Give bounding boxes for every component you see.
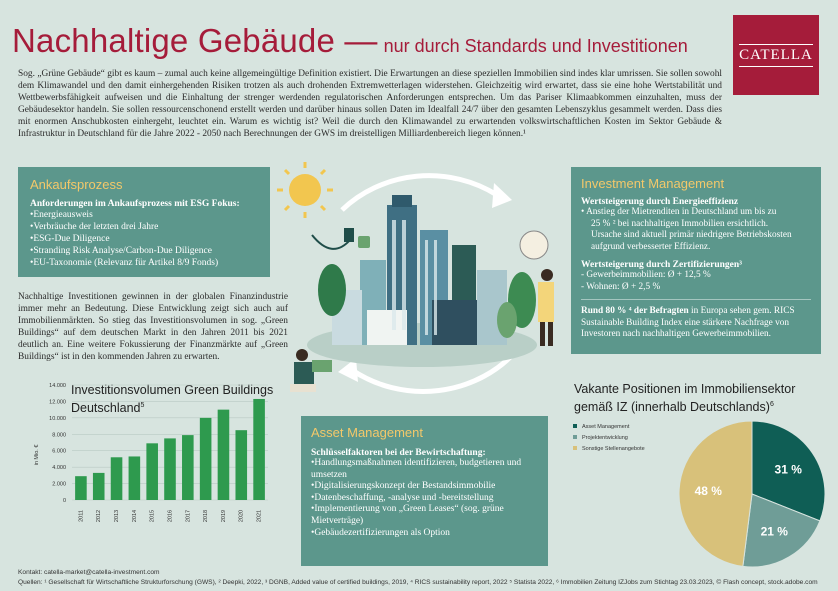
bar (218, 410, 230, 500)
x-tick-label: 2018 (203, 509, 210, 523)
x-tick-label: 2013 (113, 509, 120, 523)
list-item: • Datenbeschaffung, -analyse und -bereitstellung (311, 493, 538, 505)
city-illustration (272, 150, 572, 412)
invest-lead-1: Wertsteigerung durch Energieeffizienz (581, 197, 739, 207)
bar-title-line1: Investitionsvolumen Green Buildings (71, 383, 274, 397)
pie-data-label: 48 % (694, 484, 722, 499)
legend-swatch (573, 424, 577, 428)
invest-text-1a: • Anstieg der Mietrenditen in Deutschland um bis zu (581, 207, 777, 217)
bar (164, 438, 176, 500)
legend-entry: Projektentwicklung (582, 435, 628, 441)
title-subtitle: nur durch Standards und Investitionen (383, 36, 688, 56)
pie-data-label: 31 % (774, 462, 802, 477)
pie-chart-title (574, 381, 795, 415)
y-tick-label: 2.000 (52, 481, 66, 488)
y-tick-label: 10.000 (49, 415, 66, 422)
ankauf-heading: Ankaufsprozess (30, 177, 123, 192)
ankauf-panel (18, 167, 270, 277)
bar-chart (30, 380, 280, 560)
bar (200, 418, 212, 500)
asset-lead: Schlüsselfaktoren bei der Bewirtschaftung: (311, 448, 486, 458)
invest-heading: Investment Management (581, 176, 725, 191)
x-tick-label: 2021 (256, 509, 263, 523)
bar (182, 435, 194, 500)
x-tick-label: 2016 (167, 509, 174, 523)
list-item: • Handlungsmaßnahmen identifizieren, budgetieren und umsetzen (311, 458, 538, 481)
page-title (12, 22, 688, 60)
bar (93, 473, 105, 500)
list-item: • Stranding Risk Analyse/Carbon-Due Diligence (30, 245, 258, 257)
x-tick-label: 2012 (96, 509, 103, 523)
pie-title-line1: Vakante Positionen im Immobiliensektor (574, 382, 796, 396)
y-tick-label: 4.000 (52, 465, 66, 472)
y-tick-label: 14.000 (49, 383, 66, 389)
list-item: • Implementierung von „Green Leases“ (sog. grüne Mietverträge) (311, 504, 538, 527)
pie-title-sup: 6 (769, 401, 774, 408)
asset-panel (301, 416, 548, 566)
bar (111, 457, 123, 500)
bar (253, 399, 265, 500)
invest-text-1d: aufgrund verbesserter Effizienz. (591, 241, 711, 252)
y-tick-label: 8.000 (52, 432, 66, 439)
invest-survey (581, 306, 811, 341)
y-tick-label: 6.000 (52, 448, 66, 455)
x-tick-label: 2015 (149, 509, 156, 523)
plug-icon (312, 228, 370, 249)
pie-title-line2: gemäß IZ (innerhalb Deutschlands) (574, 400, 770, 415)
investment-text: Nachhaltige Investitionen gewinnen in der globalen Finanzindustrie immer mehr an Bedeutung. Diese Entwicklung zeigt sich auch auf Immobilienmärkten. So stieg das Investitionsvolumen in sog. „Green Buildings“ auf dem deutschen Markt in den Jahren 2011 bis 2021 deutlich an. Eine weitere Fokussierung der Finanzmärkte auf „Green Buildings“ ist in den kommenden Jahren zu erwarten. (18, 292, 288, 362)
footer-contact: Kontakt: catella-market@catella-investment.com (18, 569, 160, 576)
invest-lead-2: Wertsteigerung durch Zertifizierungen³ (581, 260, 742, 270)
bar (75, 476, 87, 500)
bar-title-sup: 5 (140, 402, 145, 409)
investment-panel (571, 167, 821, 354)
y-tick-label: 0 (62, 498, 66, 504)
divider (581, 299, 811, 300)
catella-logo (733, 15, 819, 95)
legend-entry: Asset Management (582, 424, 630, 430)
cycle-arrow-top (342, 176, 497, 210)
asset-list (311, 458, 538, 539)
legend-swatch (573, 435, 577, 439)
invest-text-1c: Ursache sind aktuell primär niedrigere Betriebskosten (591, 230, 792, 240)
ankauf-lead: Anforderungen im Ankaufsprozess mit ESG Fokus: (30, 199, 240, 209)
x-tick-label: 2011 (78, 510, 85, 522)
survey-bold: Rund 80 % ⁴ der Befragten (581, 306, 689, 316)
x-tick-label: 2014 (131, 509, 138, 523)
invest-cert-2: - Wohnen: Ø + 2,5 % (581, 281, 661, 292)
list-item: • Digitalisierungskonzept der Bestandsimmobilie (311, 481, 538, 493)
invest-text-1b: 25 % ² bei nachhaltigen Immobilien ersichtlich. (591, 218, 769, 229)
asset-heading: Asset Management (311, 425, 424, 440)
list-item: • Gebäudezertifizierungen als Option (311, 528, 538, 540)
bar (129, 456, 141, 500)
bar-title-line2: Deutschland (71, 401, 141, 416)
x-tick-label: 2019 (220, 509, 227, 523)
legend-swatch (573, 446, 577, 450)
list-item: • ESG-Due Diligence (30, 233, 258, 245)
title-main: Nachhaltige Gebäude — (12, 22, 378, 59)
y-axis-label: in Mio. € (34, 444, 40, 466)
legend-entry: Sonstige Stellenangebote (582, 446, 645, 452)
pie-data-label: 21 % (760, 524, 788, 539)
list-item: • EU-Taxonomie (Relevanz für Artikel 8/9 Fonds) (30, 257, 258, 269)
bar (235, 430, 247, 500)
pie-chart (560, 412, 830, 567)
x-tick-label: 2017 (185, 509, 192, 523)
survey-rest: in Europa sehen gem. RICS Sustainable Building Index eine stärkere Nachfrage von Investoren nach nachhaltigen Gewerbeimmobilien. (581, 306, 795, 339)
x-tick-label: 2020 (238, 509, 245, 523)
intro-text: Sog. „Grüne Gebäude“ gibt es kaum – zumal auch keine allgemeingültige Definition existiert. Die Erwartungen an diese speziellen Immobilien sind indes klar umrissen. Sie sollen sowohl dem Klimawandel und den damit einhergehenden Risiken trotzen als auch drohenden Extremwetterlagen widerstehen. Gleichzeitig wird erwartet, dass sie eine hohe Wertstabilität und Wettbewerbsfähigkeit aufweisen und die Einhaltung der strenger werdenden regulatorischen Anforderungen entsprechen. Um das Pariser Klimaabkommen einzuhalten, muss der Gebäudesektor handeln. Sie sollen ressourcenschonend erstellt werden und darüber hinaus sollen Daten im Idealfall 24/7 über den gesamten Lebenszyklus gesammelt werden. Dass dies mit enormen Anschubkosten einhergeht, leuchtet ein. Warum es wichtig ist? Weil die durch den Klimawandel zu erwartenden volkswirtschaftlichen Kosten im Sektor Gebäude & Infrastruktur in Deutschland für die Jahre 2022 - 2050 nach Berechnungen der GWS im dreistelligen Milliardenbereich liegen können.¹ (18, 69, 722, 139)
arrow-head-icon (492, 183, 512, 208)
list-item: • Energieausweis (30, 209, 258, 221)
buildings-group (332, 195, 507, 345)
footer-sources: Quellen: ¹ Gesellschaft für Wirtschaftliche Strukturforschung (GWS), ² Deepki, 2022, ³ DGNB, Added value of certified buildings, 2019, ⁴ RICS sustainability report, 2022 ⁵ Statista 2022, ⁶ Immobilien Zeitung IZJobs zum Stichtag 23.03.2023, © Flash concept, stock.adobe.com (18, 578, 818, 586)
footer (18, 568, 818, 587)
bar (146, 443, 158, 500)
sun-icon (277, 162, 333, 218)
ankauf-list (30, 209, 258, 269)
list-item: • Verbräuche der letzten drei Jahre (30, 221, 258, 233)
invest-cert-1: - Gewerbeimmobilien: Ø + 12,5 % (581, 270, 711, 280)
logo-text: CATELLA (739, 44, 813, 67)
y-tick-label: 12.000 (49, 399, 66, 406)
